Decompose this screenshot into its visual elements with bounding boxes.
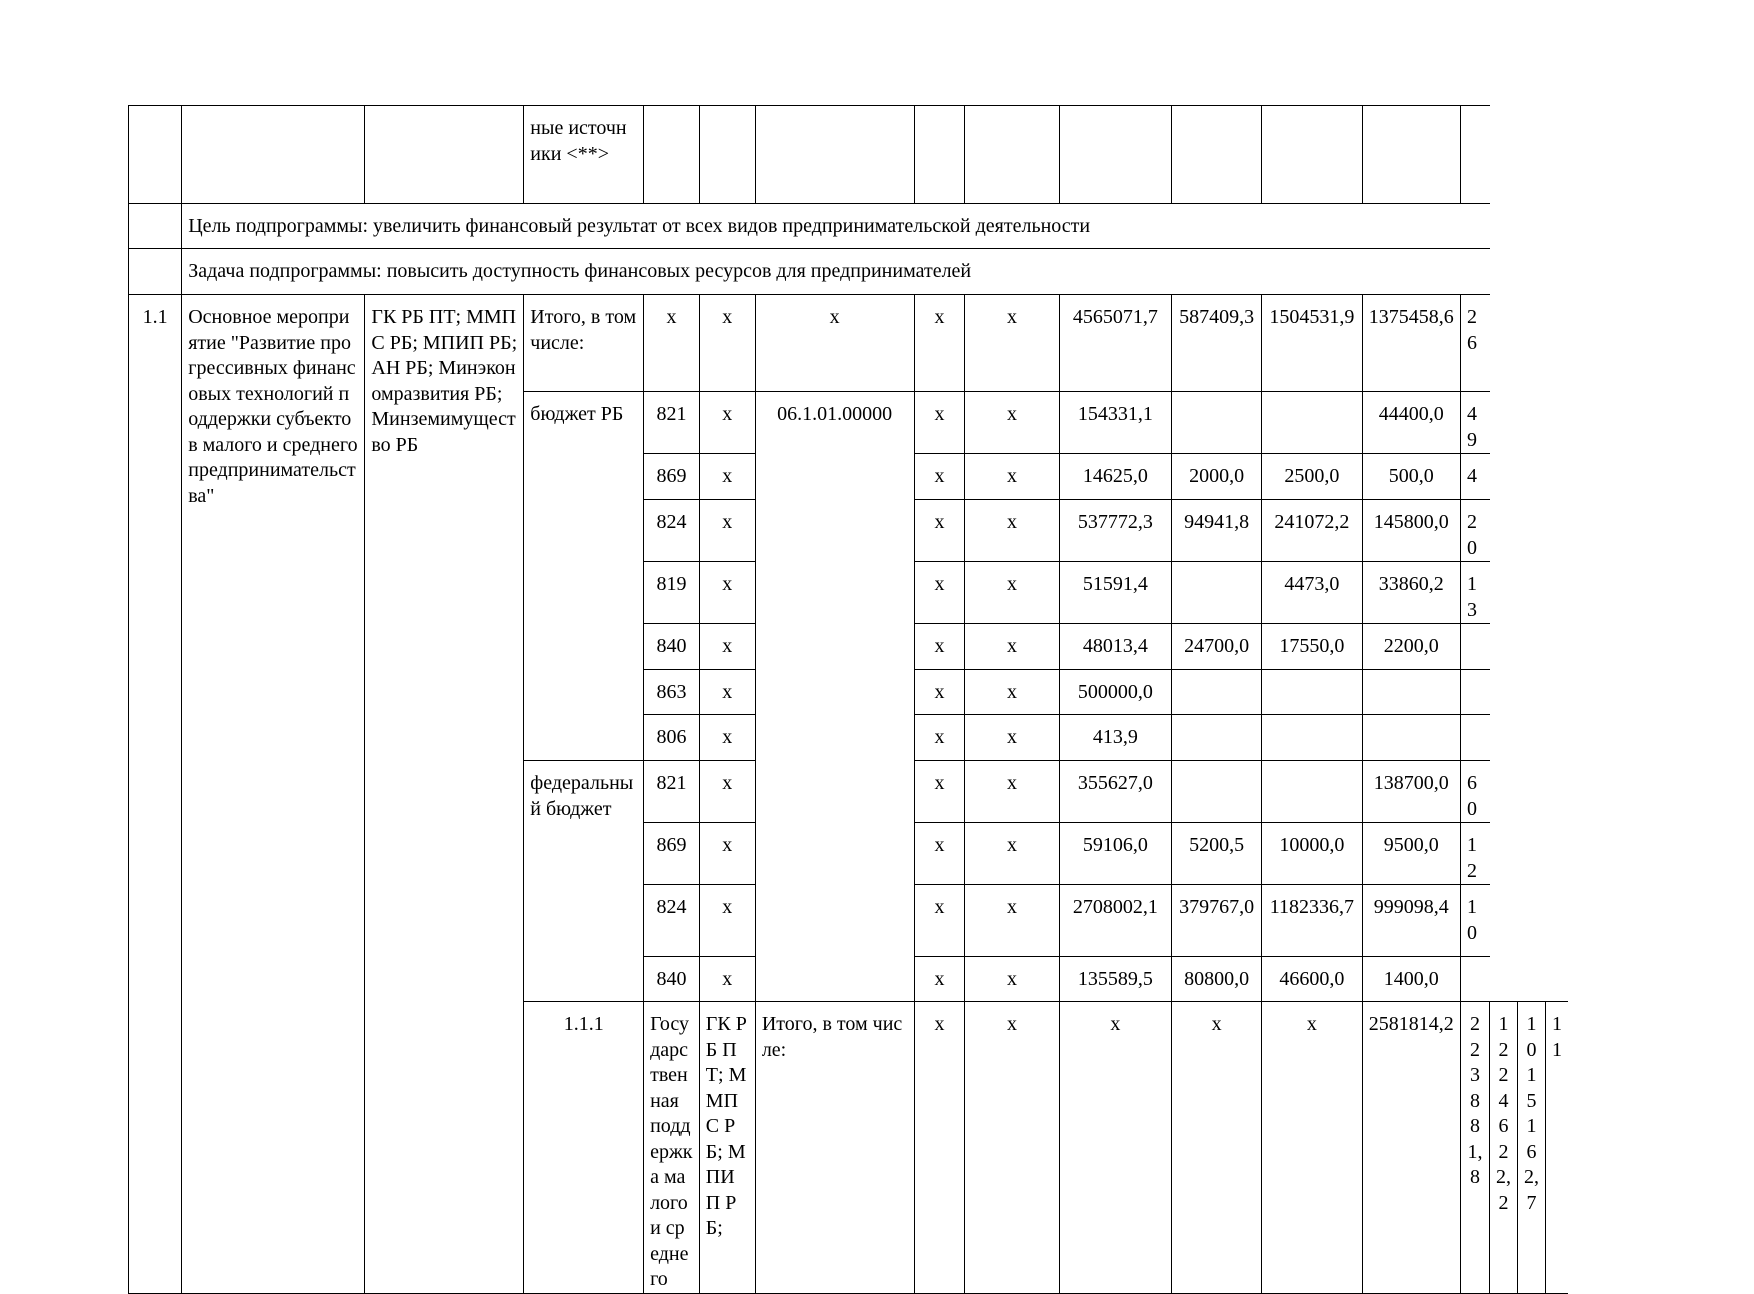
cell-vr: x bbox=[914, 624, 965, 670]
cell-ezp: x bbox=[965, 454, 1059, 500]
cell-year-2: 1182336,7 bbox=[1262, 885, 1362, 957]
cell-rz: x bbox=[699, 295, 755, 392]
cell-number bbox=[129, 204, 182, 249]
cell-total: 537772,3 bbox=[1059, 500, 1171, 562]
cell-year-4: 49 bbox=[1460, 392, 1489, 454]
cell-grbs: 824 bbox=[644, 500, 700, 562]
cell-total: 154331,1 bbox=[1059, 392, 1171, 454]
cell-vr: x bbox=[914, 823, 965, 885]
cell-year-1: 223881,8 bbox=[1460, 1002, 1489, 1294]
cell-total: 59106,0 bbox=[1059, 823, 1171, 885]
cell-year-3: 1375458,6 bbox=[1362, 295, 1460, 392]
cell-year-3 bbox=[1362, 106, 1460, 204]
cell-total: 2708002,1 bbox=[1059, 885, 1171, 957]
cell-year-2: 10000,0 bbox=[1262, 823, 1362, 885]
cell-ezp: x bbox=[965, 562, 1059, 624]
cell-year-2 bbox=[1262, 715, 1362, 761]
csr-code: 06.1.01.00000 bbox=[755, 392, 914, 1002]
cell-total: 51591,4 bbox=[1059, 562, 1171, 624]
subprogram-task: Задача подпрограммы: повысить доступность финансовых ресурсов для предпринимателей bbox=[182, 249, 1490, 295]
cell-rz: x bbox=[699, 454, 755, 500]
cell-year-3: 44400,0 bbox=[1362, 392, 1460, 454]
measure-1-1-1-number: 1.1.1 bbox=[524, 1002, 644, 1294]
goal-row bbox=[129, 204, 1569, 249]
cell-year-3 bbox=[1362, 715, 1460, 761]
measure-1-1-1-executors: ГК РБ ПТ; ММПС РБ; МПИП РБ; bbox=[699, 1002, 755, 1294]
cell-year-1 bbox=[1172, 761, 1262, 823]
cell-source: ные источники <**> bbox=[524, 106, 644, 204]
cell-rz: x bbox=[965, 1002, 1059, 1294]
cell-year-3: 145800,0 bbox=[1362, 500, 1460, 562]
cell-grbs: x bbox=[914, 1002, 965, 1294]
cell-total bbox=[1059, 106, 1171, 204]
cell-total: 14625,0 bbox=[1059, 454, 1171, 500]
cell-year-3: 2200,0 bbox=[1362, 624, 1460, 670]
cell-year-3: 1400,0 bbox=[1362, 957, 1460, 1002]
cell-year-2: 1224622,2 bbox=[1490, 1002, 1518, 1294]
cell-total: 500000,0 bbox=[1059, 670, 1171, 715]
cell-ezp: x bbox=[965, 957, 1059, 1002]
cell-grbs: 824 bbox=[644, 885, 700, 957]
source-budget-rb: бюджет РБ bbox=[524, 392, 644, 761]
cell-year-3 bbox=[1362, 670, 1460, 715]
measure-1-1-name: Основное мероприятие "Развитие прогрессивных финансовых технологий поддержки субъектов малого и среднего предпринимательства" bbox=[182, 295, 365, 1294]
cell-vr: x bbox=[914, 562, 965, 624]
cell-grbs bbox=[644, 106, 700, 204]
cell-grbs: 819 bbox=[644, 562, 700, 624]
cell-year-2 bbox=[1262, 392, 1362, 454]
cell-year-1 bbox=[1172, 562, 1262, 624]
cell-ezp: x bbox=[965, 715, 1059, 761]
cell-ezp: x bbox=[965, 885, 1059, 957]
cell-year-4: 26 bbox=[1460, 295, 1489, 392]
cell-number bbox=[129, 106, 182, 204]
cell-grbs: 869 bbox=[644, 454, 700, 500]
cell-ezp: x bbox=[1262, 1002, 1362, 1294]
cell-total: 48013,4 bbox=[1059, 624, 1171, 670]
cell-ezp: x bbox=[965, 624, 1059, 670]
cell-ezp: x bbox=[965, 500, 1059, 562]
cell-rz: x bbox=[699, 562, 755, 624]
cell-year-2: 1504531,9 bbox=[1262, 295, 1362, 392]
cell-csr: x bbox=[1059, 1002, 1171, 1294]
cell-total: 135589,5 bbox=[1059, 957, 1171, 1002]
cell-year-2: 4473,0 bbox=[1262, 562, 1362, 624]
cell-grbs: 821 bbox=[644, 392, 700, 454]
cell-total: 355627,0 bbox=[1059, 761, 1171, 823]
cell-rz: x bbox=[699, 823, 755, 885]
cell-grbs: 840 bbox=[644, 624, 700, 670]
cell-vr: x bbox=[914, 454, 965, 500]
cell-rz: x bbox=[699, 957, 755, 1002]
cell-executor bbox=[365, 106, 524, 204]
total-label: Итого, в том числе: bbox=[755, 1002, 914, 1294]
cell-ezp bbox=[965, 106, 1059, 204]
cell-vr bbox=[914, 106, 965, 204]
cell-grbs: 840 bbox=[644, 957, 700, 1002]
measure-1-1-1-name: Государственная поддержка малого и среднего bbox=[644, 1002, 700, 1294]
cell-vr: x bbox=[914, 392, 965, 454]
cell-rz: x bbox=[699, 670, 755, 715]
cell-year-1: 587409,3 bbox=[1172, 295, 1262, 392]
cell-year-1 bbox=[1172, 670, 1262, 715]
cell-ezp: x bbox=[965, 761, 1059, 823]
cell-year-1: 24700,0 bbox=[1172, 624, 1262, 670]
cell-total: 413,9 bbox=[1059, 715, 1171, 761]
measure-1-1-executors: ГК РБ ПТ; ММПС РБ; МПИП РБ; АН РБ; Минэкономразвития РБ; Минземимущество РБ bbox=[365, 295, 524, 1294]
cell-vr: x bbox=[914, 715, 965, 761]
cell-year-4: 13 bbox=[1460, 562, 1489, 624]
measure-1-1-number: 1.1 bbox=[129, 295, 182, 1294]
cell-year-1: 2000,0 bbox=[1172, 454, 1262, 500]
cell-ezp: x bbox=[965, 823, 1059, 885]
cell-rz: x bbox=[699, 500, 755, 562]
cell-year-4 bbox=[1460, 715, 1489, 761]
cell-rz: x bbox=[699, 885, 755, 957]
cell-year-2: 241072,2 bbox=[1262, 500, 1362, 562]
cell-year-4: 11 bbox=[1546, 1002, 1569, 1294]
subprogram-finance-table bbox=[128, 105, 1568, 1294]
source-federal-budget: федеральный бюджет bbox=[524, 761, 644, 1002]
cell-vr: x bbox=[914, 500, 965, 562]
cell-year-3: 9500,0 bbox=[1362, 823, 1460, 885]
cell-year-4: 60 bbox=[1460, 761, 1489, 823]
subprogram-goal: Цель подпрограммы: увеличить финансовый результат от всех видов предпринимательской деятельности bbox=[182, 204, 1490, 249]
header-continuation-row bbox=[129, 106, 1569, 204]
cell-year-2 bbox=[1262, 761, 1362, 823]
cell-grbs: x bbox=[644, 295, 700, 392]
task-row bbox=[129, 249, 1569, 295]
cell-vr: x bbox=[914, 295, 965, 392]
measure-1-1-total-row bbox=[129, 295, 1569, 392]
cell-year-2 bbox=[1262, 670, 1362, 715]
cell-year-2 bbox=[1262, 106, 1362, 204]
cell-number bbox=[129, 249, 182, 295]
cell-year-1: 94941,8 bbox=[1172, 500, 1262, 562]
cell-year-4: 12 bbox=[1460, 823, 1489, 885]
cell-year-3: 138700,0 bbox=[1362, 761, 1460, 823]
cell-total: 2581814,2 bbox=[1362, 1002, 1460, 1294]
cell-vr: x bbox=[914, 670, 965, 715]
cell-csr bbox=[755, 106, 914, 204]
cell-year-4: 20 bbox=[1460, 500, 1489, 562]
cell-vr: x bbox=[914, 761, 965, 823]
cell-year-3: 33860,2 bbox=[1362, 562, 1460, 624]
cell-vr: x bbox=[914, 885, 965, 957]
cell-year-2: 46600,0 bbox=[1262, 957, 1362, 1002]
total-label: Итого, в том числе: bbox=[524, 295, 644, 392]
cell-rz: x bbox=[699, 624, 755, 670]
cell-vr: x bbox=[914, 957, 965, 1002]
cell-year-4 bbox=[1460, 670, 1489, 715]
cell-year-4 bbox=[1460, 106, 1489, 204]
cell-csr: x bbox=[755, 295, 914, 392]
cell-rz: x bbox=[699, 392, 755, 454]
cell-rz: x bbox=[699, 761, 755, 823]
cell-year-1: 80800,0 bbox=[1172, 957, 1262, 1002]
cell-grbs: 869 bbox=[644, 823, 700, 885]
cell-year-4 bbox=[1460, 957, 1489, 1002]
cell-year-4 bbox=[1460, 624, 1489, 670]
cell-year-3: 1015162,7 bbox=[1518, 1002, 1546, 1294]
cell-year-2: 2500,0 bbox=[1262, 454, 1362, 500]
cell-year-3: 500,0 bbox=[1362, 454, 1460, 500]
cell-year-1 bbox=[1172, 715, 1262, 761]
cell-year-3: 999098,4 bbox=[1362, 885, 1460, 957]
cell-year-4: 4 bbox=[1460, 454, 1489, 500]
cell-ezp: x bbox=[965, 295, 1059, 392]
cell-year-1: 379767,0 bbox=[1172, 885, 1262, 957]
cell-grbs: 821 bbox=[644, 761, 700, 823]
cell-name bbox=[182, 106, 365, 204]
cell-year-2: 17550,0 bbox=[1262, 624, 1362, 670]
cell-ezp: x bbox=[965, 670, 1059, 715]
cell-total: 4565071,7 bbox=[1059, 295, 1171, 392]
cell-rz bbox=[699, 106, 755, 204]
cell-ezp: x bbox=[965, 392, 1059, 454]
cell-vr: x bbox=[1172, 1002, 1262, 1294]
cell-rz: x bbox=[699, 715, 755, 761]
cell-year-1 bbox=[1172, 106, 1262, 204]
cell-year-1: 5200,5 bbox=[1172, 823, 1262, 885]
cell-grbs: 863 bbox=[644, 670, 700, 715]
cell-grbs: 806 bbox=[644, 715, 700, 761]
cell-year-4: 10 bbox=[1460, 885, 1489, 957]
cell-year-1 bbox=[1172, 392, 1262, 454]
